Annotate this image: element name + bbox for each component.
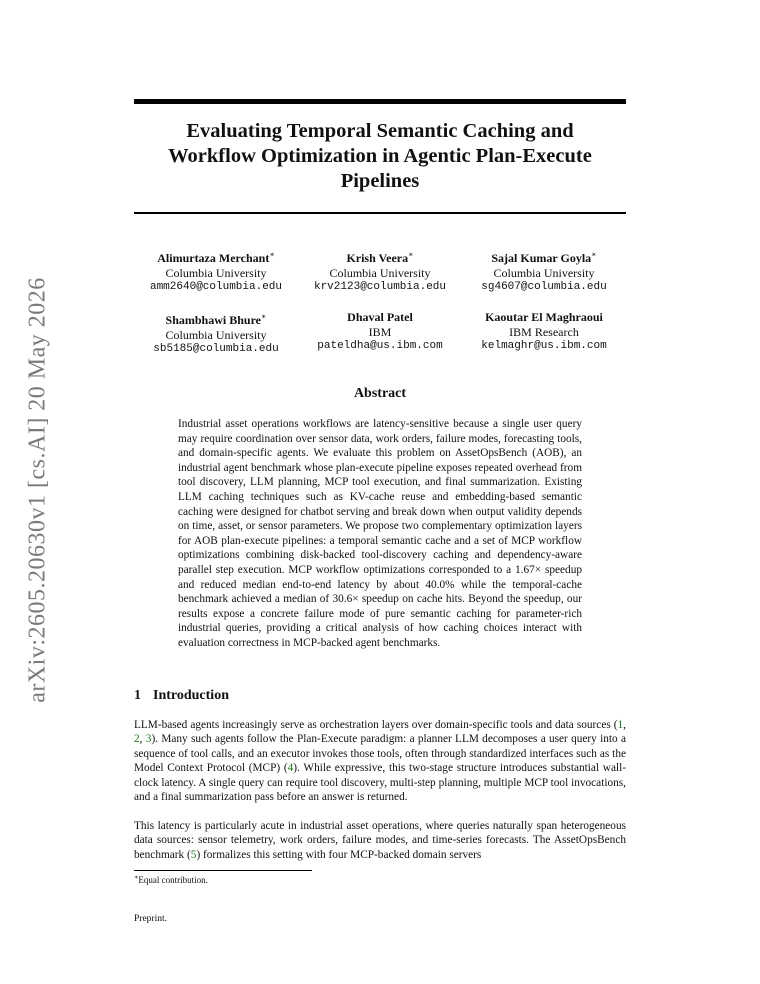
citation-link[interactable]: 2	[134, 733, 140, 746]
footnote-text: Equal contribution.	[138, 875, 208, 885]
text-run: This latency is particularly acute in industrial asset operations, where queries naturally span heterogeneous data sources: sensor telemetry, work orders, failure modes, and time-series forecasts. The AssetOpsBench benchmark (	[134, 820, 626, 861]
citation-link[interactable]: 3	[145, 733, 152, 746]
equal-contribution-mark: ∗	[261, 312, 267, 321]
author-email[interactable]: sb5185@columbia.edu	[153, 343, 279, 356]
author-name-text: Shambhawi Bhure	[165, 313, 262, 327]
author-name	[298, 248, 462, 266]
section-title: Introduction	[153, 688, 229, 703]
text-run: LLM-based agents increasingly serve as orchestration layers over domain-specific tools and data sources (	[134, 719, 618, 731]
author-name-text: Dhaval Patel	[347, 310, 413, 324]
footnote-mark: ∗	[134, 874, 139, 881]
equal-contribution-mark: ∗	[591, 250, 597, 259]
text-run: ). While expressive, this two-stage structure introduces substantial wall-clock latency. A single query can require tool discovery, multi-step planning, multiple MCP tool invocations, and a final summarization pass before an answer is returned.	[134, 762, 627, 804]
citation-link[interactable]: 4	[287, 762, 294, 775]
author-affiliation: IBM	[368, 324, 392, 339]
title-line: Evaluating Temporal Semantic Caching and	[186, 120, 574, 142]
title-line: Pipelines	[340, 170, 420, 192]
text-run: ,	[623, 719, 626, 731]
text-run: ,	[139, 733, 146, 746]
intro-paragraph	[134, 718, 626, 804]
author-affiliation: Columbia University	[329, 265, 431, 280]
author-affiliation: IBM Research	[509, 324, 579, 339]
preprint-label: Preprint.	[134, 914, 167, 924]
author-card	[134, 248, 298, 310]
footnote-rule	[134, 870, 312, 871]
title-line: Workflow Optimization in Agentic Plan-Execute	[168, 145, 592, 167]
section-heading	[134, 688, 229, 704]
equal-contribution-mark: ∗	[408, 250, 414, 259]
author-name-text: Sajal Kumar Goyla	[491, 251, 592, 265]
citation-link[interactable]: 5	[190, 848, 197, 861]
author-card	[462, 248, 626, 310]
abstract-text: Industrial asset operations workflows are latency-sensitive because a single user query may require coordination over sensor data, work orders, failure modes, forecasting tools, and domain-specific agents. We evaluate this problem on AssetOpsBench (AOB), an industrial agent benchmark whose plan-execute pipeline exposes repeated overhead from tool discovery, LLM planning, MCP tool execution, and final summarization. Existing LLM caching techniques such as KV-cache reuse and embedding-based semantic caching were designed for chatbot serving and break down when output validity depends on time, asset, or sensor parameters. We propose two complementary optimization layers for AOB plan-execute pipelines: a temporal semantic cache and a set of MCP workflow optimizations combining disk-backed tool-discovery caching and dependency-aware parallel step execution. MCP workflow optimizations corresponded to a 1.67× speedup and reduced median end-to-end latency by about 40.0% while the temporal-cache benchmark achieved a median of 30.6× speedup on cache hits. Beyond the speedup, our results expose a concrete failure mode of pure semantic caching for parameter-rich industrial queries, providing a critical analysis of how caching choices interact with evaluation correctness in MCP-backed agent benchmarks.	[178, 418, 582, 649]
citation-link[interactable]: 1	[617, 719, 624, 731]
author-email[interactable]: pateldha@us.ibm.com	[317, 340, 443, 353]
section-number: 1	[134, 688, 141, 703]
author-name	[134, 248, 298, 266]
author-email[interactable]: amm2640@columbia.edu	[149, 281, 283, 294]
author-email[interactable]: sg4607@columbia.edu	[481, 281, 607, 294]
author-block	[134, 248, 626, 372]
equal-contribution-mark: ∗	[269, 250, 275, 259]
text-run: ). Many such agents follow the Plan-Execute paradigm: a planner LLM decomposes a user query into a sequence of tool calls, and an executor invokes those tools, often through standardized interfaces such as the Model Context Protocol (MCP) (	[134, 733, 626, 775]
author-affiliation: Columbia University	[165, 327, 267, 342]
author-name-text: Alimurtaza Merchant	[157, 251, 270, 265]
author-name	[298, 310, 462, 325]
author-card	[298, 310, 462, 372]
author-name-text: Kaoutar El Maghraoui	[485, 310, 603, 324]
author-email[interactable]: krv2123@columbia.edu	[313, 281, 447, 294]
author-email[interactable]: kelmaghr@us.ibm.com	[481, 340, 607, 353]
arxiv-identifier: arXiv:2605.20630v1 [cs.AI] 20 May 2026	[24, 277, 51, 703]
author-name	[462, 310, 626, 325]
abstract-heading: Abstract	[353, 386, 407, 401]
author-row	[134, 248, 626, 310]
author-card	[298, 248, 462, 310]
footnote	[134, 873, 208, 885]
author-name	[134, 310, 298, 328]
title-rule	[134, 212, 626, 214]
author-name	[462, 248, 626, 266]
author-card	[134, 310, 298, 372]
text-run: ) formalizes this setting with four MCP-backed domain servers	[196, 848, 482, 861]
author-affiliation: Columbia University	[493, 265, 595, 280]
author-affiliation: Columbia University	[165, 265, 267, 280]
paper-title	[134, 119, 626, 194]
author-card	[462, 310, 626, 372]
author-name-text: Krish Veera	[346, 251, 409, 265]
top-rule	[134, 99, 626, 104]
intro-paragraph	[134, 819, 626, 862]
author-row	[134, 310, 626, 372]
